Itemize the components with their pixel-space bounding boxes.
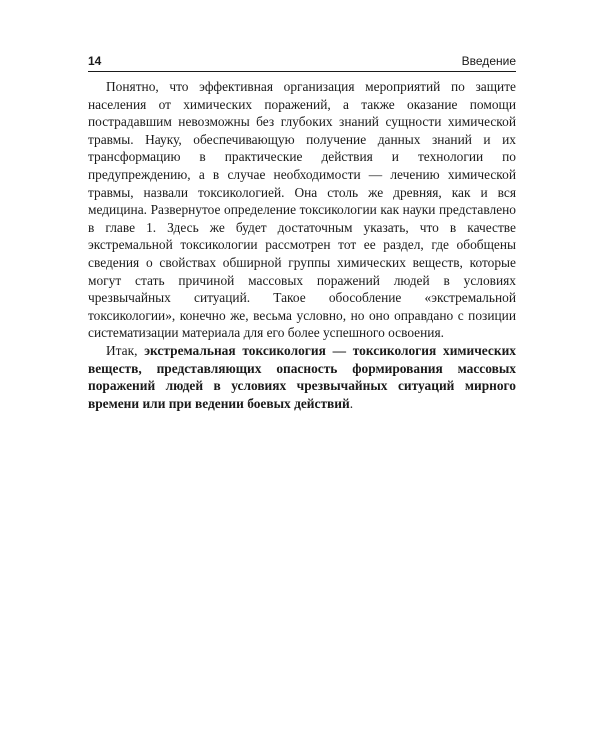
header-rule — [88, 71, 516, 72]
definition-end: . — [349, 395, 354, 411]
body-text — [88, 78, 516, 412]
paragraph-definition — [88, 342, 516, 412]
running-header — [88, 52, 516, 70]
definition-lead: Итак, — [106, 342, 145, 358]
definition-bold: экстремальная токсикология — токсикология химических веществ, представляющих опасность формирования массовых поражений людей в условиях чрезвычайных ситуаций мирного времени или при ведении боевых действий — [88, 342, 516, 411]
section-title: Введение — [461, 54, 516, 68]
paragraph-intro: Понятно, что эффективная организация мероприятий по защите населения от химических поражений, а также оказание помощи пострадавшим невозможны без глубоких знаний сущности химической травмы. Науку, обеспечивающую получение данных знаний и их трансформацию в практические действия и технологии по предупреждению, а в случае необходимости — лечению химической травмы, назвали токсикологией. Она столь же древняя, как и вся медицина. Развернутое определение токсикологии как науки представлено в главе 1. Здесь же будет достаточным указать, что в качестве экстремальной токсикологии рассмотрен тот ее раздел, где обобщены сведения о свойствах обширной группы химических веществ, которые могут стать причиной массовых поражений людей в условиях чрезвычайных ситуаций. Такое обособление «экстремальной токсикологии», конечно же, весьма условно, но оно оправдано с позиции систематизации материала для его более успешного освоения. — [88, 79, 516, 341]
page-number: 14 — [88, 54, 102, 68]
